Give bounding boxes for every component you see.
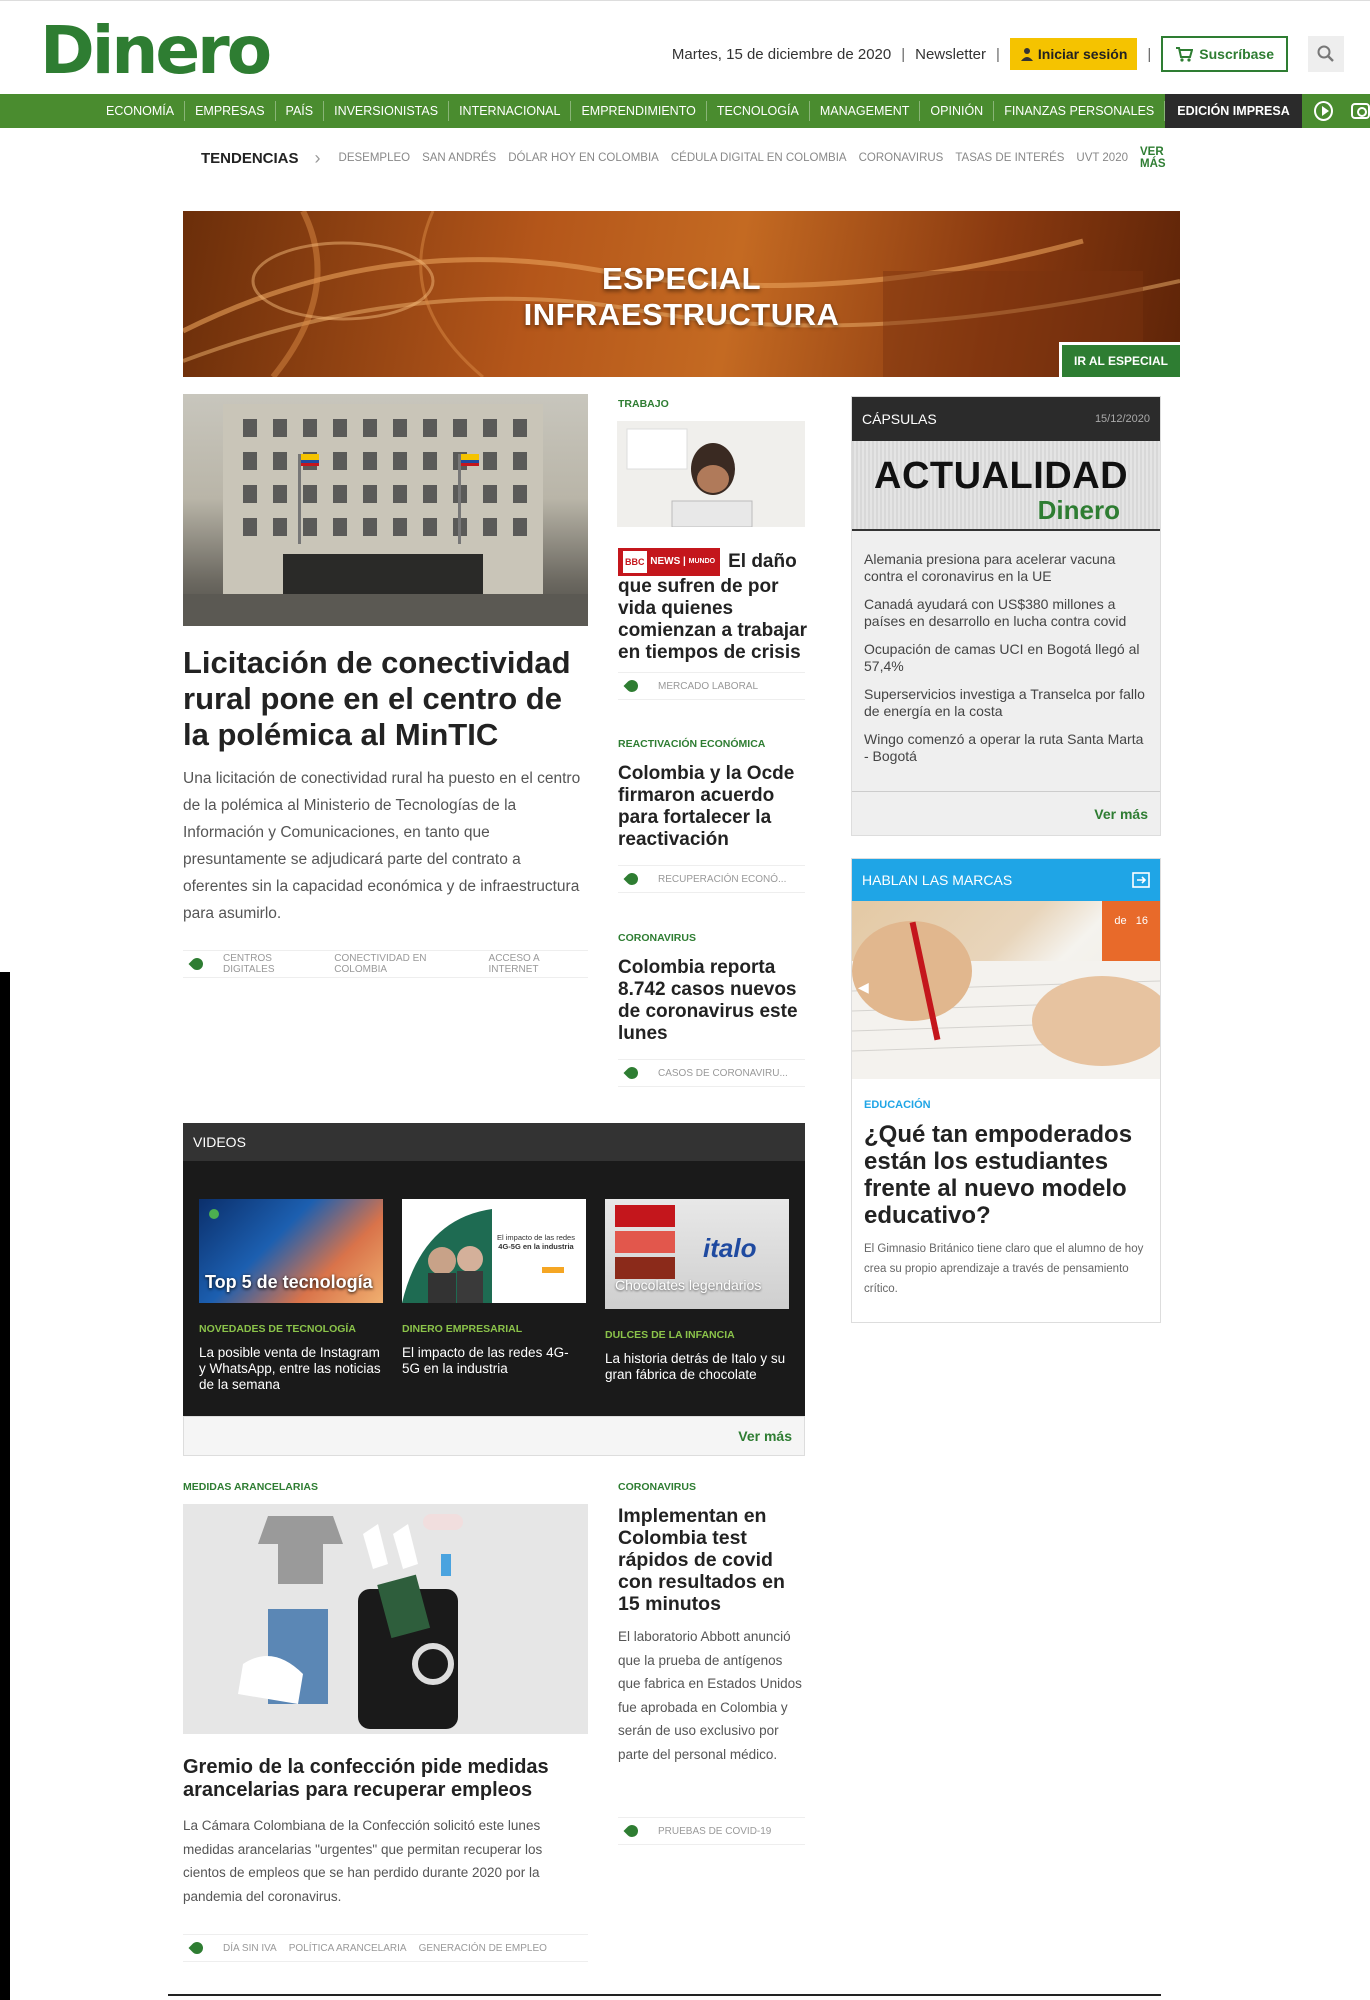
nav-item-internacional[interactable]: INTERNACIONAL	[449, 101, 571, 121]
brands-image[interactable]	[852, 901, 1160, 1079]
brands-header	[852, 859, 1160, 901]
subscribe-label: Suscríbase	[1199, 46, 1274, 62]
nav-item-finanzas-personales[interactable]: FINANZAS PERSONALES	[994, 101, 1165, 121]
brands-section-label[interactable]: EDUCACIÓN	[864, 1099, 931, 1111]
current-date: Martes, 15 de diciembre de 2020	[671, 45, 892, 63]
section-label[interactable]: MEDIDAS ARANCELARIAS	[183, 1481, 318, 1493]
video-section[interactable]: NOVEDADES DE TECNOLOGÍA	[199, 1323, 356, 1335]
search-button[interactable]	[1308, 36, 1344, 72]
trend-item[interactable]: UVT 2020	[1076, 152, 1128, 164]
building-illustration	[183, 394, 588, 626]
presenters-illustration	[402, 1199, 586, 1303]
video-card[interactable]	[199, 1199, 383, 1393]
cart-icon	[1175, 46, 1193, 62]
brands-lead: El Gimnasio Británico tiene claro que el alumno de hoy crea su propio aprendizaje a través de pensamiento crítico.	[864, 1243, 1144, 1295]
video-section[interactable]: DINERO EMPRESARIAL	[402, 1323, 523, 1335]
videos-more-link[interactable]: Ver más	[183, 1416, 805, 1456]
banner-title	[183, 261, 1180, 333]
separator: |	[995, 45, 1000, 63]
travel-items-illustration	[183, 1504, 588, 1734]
bbc-news-label: NEWS	[650, 556, 681, 567]
site-header	[0, 0, 1370, 94]
tag-link[interactable]: CASOS DE CORONAVIRU...	[658, 1067, 788, 1079]
video-thumbnail[interactable]	[605, 1199, 789, 1309]
tag-icon	[624, 871, 641, 888]
nav-item-management[interactable]: MANAGEMENT	[810, 101, 921, 121]
play-icon[interactable]	[1314, 101, 1333, 121]
slide-counter-total: 16	[1135, 915, 1148, 927]
banner-line-1: ESPECIAL	[601, 261, 762, 296]
tag-link[interactable]: DÍA SIN IVA	[223, 1942, 277, 1954]
capsulas-list	[852, 531, 1160, 765]
main-story-title[interactable]: Licitación de conectividad rural pone en el centro de la polémica al MinTIC	[183, 645, 571, 752]
subscribe-button[interactable]	[1161, 36, 1288, 72]
brands-title: HABLAN LAS MARCAS	[862, 872, 1013, 888]
trends-title: TENDENCIAS	[201, 149, 299, 167]
user-icon	[1020, 47, 1034, 61]
trend-item[interactable]: CORONAVIRUS	[858, 152, 944, 164]
banner-cta-button[interactable]: IR AL ESPECIAL	[1059, 342, 1180, 377]
chevron-right-icon: ›	[314, 147, 321, 168]
trends-bar	[184, 140, 1184, 176]
banner-line-2: INFRAESTRUCTURA	[523, 297, 840, 332]
tag-link[interactable]: GENERACIÓN DE EMPLEO	[418, 1942, 547, 1954]
capsula-item[interactable]: Wingo comenzó a operar la ruta Santa Marta - Bogotá	[864, 731, 1144, 764]
special-banner[interactable]	[183, 211, 1180, 377]
capsulas-more-link[interactable]: Ver más	[852, 791, 1160, 835]
main-story-lead: Una licitación de conectividad rural ha puesto en el centro de la polémica al Ministerio de Tecnologías de la Información y Comunicaciones, en tanto que presuntamente se adjudicará parte del contrato a oferentes sin la capacidad económica y de infraestructura para asumirlo.	[183, 770, 581, 922]
tag-link[interactable]: MERCADO LABORAL	[658, 680, 759, 692]
capsula-item[interactable]: Alemania presiona para acelerar vacuna contra el coronavirus en la UE	[864, 551, 1116, 584]
videos-header: VIDEOS	[183, 1123, 805, 1161]
nav-item-economia[interactable]: ECONOMÍA	[96, 101, 185, 121]
external-icon[interactable]	[1132, 872, 1150, 888]
login-label: Iniciar sesión	[1037, 46, 1128, 62]
story-image[interactable]	[183, 1504, 588, 1734]
story-tags	[618, 672, 805, 700]
section-label[interactable]: TRABAJO	[618, 398, 669, 410]
tag-link[interactable]: POLÍTICA ARANCELARIA	[288, 1942, 407, 1954]
nav-item-pais[interactable]: PAÍS	[276, 101, 325, 121]
arrow-left-icon[interactable]: ◀	[858, 979, 869, 995]
writing-hand-illustration	[852, 901, 1160, 1079]
bbc-letters: BBC	[623, 551, 647, 573]
site-logo[interactable]: Dinero	[40, 12, 270, 89]
slide-counter	[1114, 915, 1148, 927]
story-tags	[183, 1934, 588, 1962]
story-tags	[618, 865, 805, 893]
bbc-mundo-label: MUNDO	[688, 558, 716, 565]
separator: |	[901, 45, 906, 63]
nav-item-emprendimiento[interactable]: EMPRENDIMIENTO	[571, 101, 706, 121]
slide-counter-of: de	[1114, 915, 1127, 927]
trends-more-link[interactable]: VER MÁS	[1140, 146, 1166, 170]
italo-logo-text: italo	[703, 1233, 757, 1263]
page-edge-strip	[0, 972, 10, 2000]
trend-item[interactable]: DÓLAR HOY EN COLOMBIA	[508, 152, 659, 164]
nav-item-inversionistas[interactable]: INVERSIONISTAS	[324, 101, 449, 121]
video-card[interactable]	[605, 1199, 789, 1383]
bbc-news-logo: BBC NEWS | MUNDO	[618, 548, 720, 576]
nav-item-edicion-impresa[interactable]: EDICIÓN IMPRESA	[1165, 94, 1302, 128]
worker-illustration	[617, 421, 805, 527]
tag-link[interactable]: CONECTIVIDAD EN COLOMBIA	[334, 953, 427, 975]
video-thumb-text: Chocolates legendarios	[615, 1277, 762, 1293]
nav-item-opinion[interactable]: OPINIÓN	[920, 101, 994, 121]
main-story-tags	[183, 950, 588, 978]
newsletter-link[interactable]: Newsletter	[915, 45, 986, 63]
video-thumb-text: Top 5 de tecnología	[205, 1272, 373, 1292]
tag-icon	[624, 1065, 641, 1082]
videos-widget	[183, 1123, 805, 1456]
story-lead: El laboratorio Abbott anunció que la prueba de antígenos que fabrica en Estados Unidos fue aprobada en Colombia y serán de uso exclusivo por parte del personal médico.	[618, 1629, 802, 1762]
story-title[interactable]: Gremio de la confección pide medidas arancelarias para recuperar empleos	[183, 1756, 549, 1801]
story-lead: La Cámara Colombiana de la Confección solicitó este lunes medidas arancelarias "urgentes" que permitan recuperar los cientos de empleos que se han perdido durante 2020 por la pandemia del coronavirus.	[183, 1818, 543, 1904]
section-label[interactable]: CORONAVIRUS	[618, 932, 696, 944]
tag-link[interactable]: RECUPERACIÓN ECONÓ...	[658, 873, 787, 885]
tag-link[interactable]: CENTROS DIGITALES	[223, 953, 275, 975]
trend-item[interactable]: TASAS DE INTERÉS	[955, 152, 1065, 164]
logo-text-actualidad: ACTUALIDAD	[874, 455, 1129, 497]
nav-item-tecnologia[interactable]: TECNOLOGÍA	[707, 101, 810, 121]
capsula-item[interactable]: Canadá ayudará con US$380 millones a países en desarrollo en lucha contra covid	[864, 596, 1127, 629]
capsulas-date: 15/12/2020	[1094, 413, 1150, 425]
logo-text-dinero: Dinero	[1037, 495, 1120, 525]
story-title[interactable]	[618, 548, 808, 664]
section-label[interactable]: REACTIVACIÓN ECONÓMICA	[618, 738, 766, 750]
tag-link[interactable]: PRUEBAS DE COVID-19	[658, 1825, 772, 1837]
separator: |	[1147, 45, 1152, 63]
story-tags	[618, 1817, 805, 1845]
header-actions	[672, 33, 1344, 75]
trend-item[interactable]: SAN ANDRÉS	[422, 152, 497, 164]
capsula-item[interactable]: Ocupación de camas UCI en Bogotá llegó al 57,4%	[864, 641, 1140, 674]
trend-item[interactable]: CÉDULA DIGITAL EN COLOMBIA	[670, 152, 847, 164]
video-title[interactable]: La historia detrás de Italo y su gran fábrica de chocolate	[605, 1351, 786, 1382]
tag-icon	[189, 1940, 206, 1957]
search-icon	[1317, 45, 1335, 63]
brands-widget	[851, 858, 1161, 1323]
section-label[interactable]: CORONAVIRUS	[618, 1481, 696, 1493]
capsulas-widget	[851, 396, 1161, 836]
story-title-text: El daño que sufren de por vida quienes comienzan a trabajar en tiempos de crisis	[618, 551, 808, 663]
video-thumbnail[interactable]	[402, 1199, 586, 1303]
video-section[interactable]: DULCES DE LA INFANCIA	[605, 1329, 735, 1341]
brands-headline[interactable]: ¿Qué tan empoderados están los estudiantes frente al nuevo modelo educativo?	[864, 1121, 1133, 1229]
tag-icon	[189, 956, 206, 973]
video-thumbnail[interactable]	[199, 1199, 383, 1303]
capsulas-header	[852, 397, 1160, 441]
video-title[interactable]: La posible venta de Instagram y WhatsApp, entre las noticias de la semana	[199, 1345, 381, 1392]
story-thumbnail[interactable]	[617, 421, 805, 527]
capsula-item[interactable]: Superservicios investiga a Transelca por fallo de energía en la costa	[864, 686, 1145, 719]
video-thumb-line-2: 4G-5G en la industria	[498, 1242, 574, 1251]
video-title[interactable]: El impacto de las redes 4G-5G en la industria	[402, 1345, 569, 1376]
story-title[interactable]: Implementan en Colombia test rápidos de covid con resultados en 15 minutos	[618, 1505, 785, 1615]
trend-item[interactable]: DESEMPLEO	[338, 152, 411, 164]
login-button[interactable]	[1010, 38, 1137, 70]
capsulas-title: CÁPSULAS	[862, 411, 937, 427]
main-story-image[interactable]	[183, 394, 588, 626]
tag-link[interactable]: ACCESO A INTERNET	[488, 953, 540, 975]
story-title[interactable]: Colombia y la Ocde firmaron acuerdo para fortalecer la reactivación	[618, 763, 795, 850]
video-card[interactable]	[402, 1199, 586, 1377]
story-tags	[618, 1059, 805, 1087]
video-thumb-caption	[492, 1233, 580, 1251]
video-thumb-line-1: El impacto de las redes	[497, 1233, 575, 1242]
main-nav	[0, 94, 1370, 128]
play-icon	[209, 1209, 219, 1219]
tag-icon	[624, 678, 641, 695]
camera-icon[interactable]	[1351, 103, 1370, 119]
actualidad-dinero-logo[interactable]	[852, 441, 1160, 531]
nav-item-empresas[interactable]: EMPRESAS	[185, 101, 275, 121]
story-title[interactable]: Colombia reporta 8.742 casos nuevos de coronavirus este lunes	[618, 957, 798, 1044]
tag-icon	[624, 1823, 641, 1840]
divider	[168, 1994, 1161, 1996]
